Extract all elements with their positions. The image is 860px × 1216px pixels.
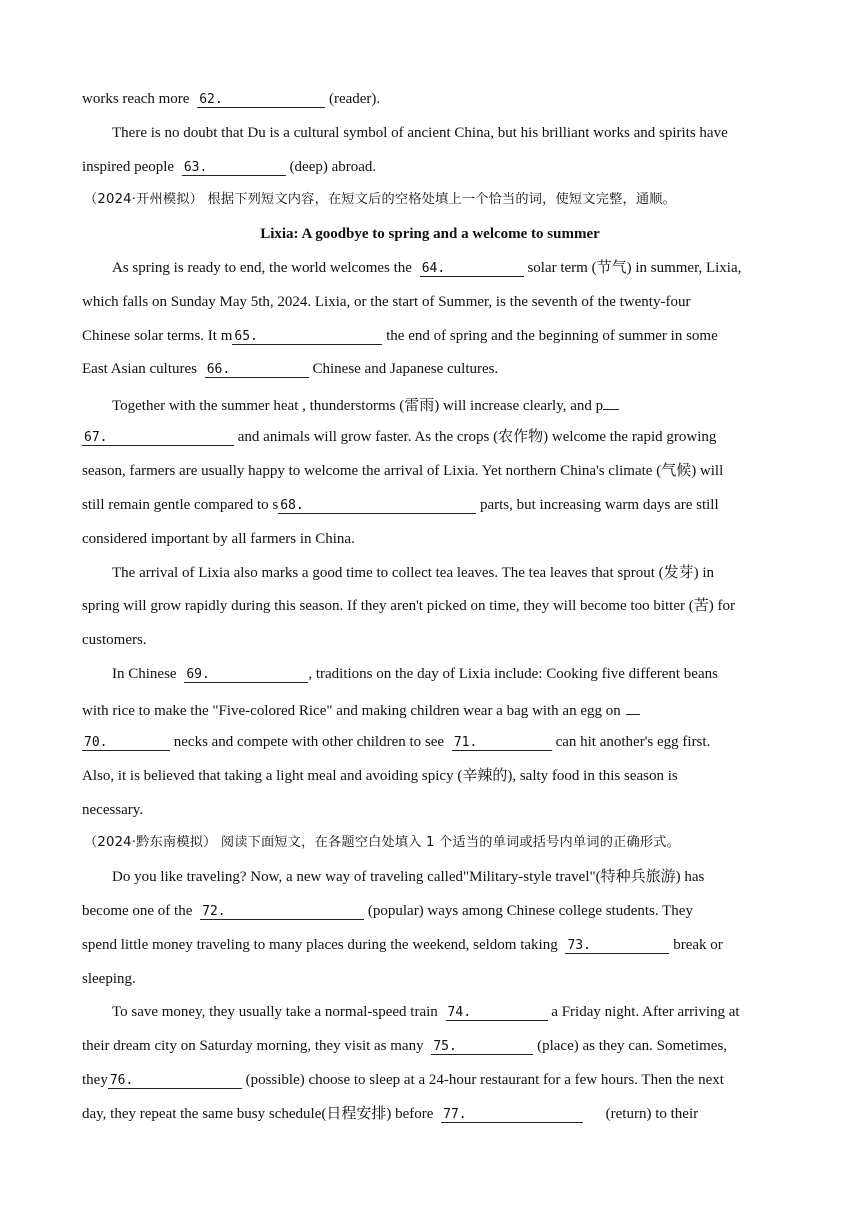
text-line: with rice to make the "Five-colored Rice" and making children wear a bag with an egg on: [82, 698, 640, 718]
text-line: their dream city on Saturday morning, they visit as many 75. (place) as they can. Sometimes,: [82, 1038, 728, 1054]
text-line: sleeping.: [82, 971, 136, 987]
text-line: season, farmers are usually happy to welcome the arrival of Lixia. Yet northern China's climate (气候) will: [82, 463, 724, 479]
blank-73[interactable]: 73.: [565, 937, 669, 954]
blank-70[interactable]: 70.: [82, 734, 170, 751]
paragraph-line: As spring is ready to end, the world welcomes the 64. solar term (节气) in summer, Lixia,: [112, 260, 742, 276]
text-line: become one of the 72. (popular) ways among Chinese college students. They: [82, 903, 693, 919]
paragraph-line: Do you like traveling? Now, a new way of traveling called"Military-style travel"(特种兵旅游) has: [112, 869, 705, 885]
blank-70-start: [626, 698, 640, 715]
blank-66[interactable]: 66.: [205, 361, 309, 378]
text-line: works reach more 62. (reader).: [82, 91, 381, 107]
text-line: Chinese solar terms. It m 65. the end of spring and the beginning of summer in some: [82, 328, 718, 344]
text-line: customers.: [82, 632, 147, 648]
text-line: spend little money traveling to many places during the weekend, seldom taking 73. break or: [82, 937, 723, 953]
blank-71[interactable]: 71.: [452, 734, 552, 751]
text-line: 70. necks and compete with other children to see 71. can hit another's egg first.: [84, 734, 711, 750]
text-line: still remain gentle compared to s 68. parts, but increasing warm days are still: [82, 497, 719, 513]
paragraph-line: To save money, they usually take a normal-speed train 74. a Friday night. After arriving at: [112, 1004, 740, 1020]
paragraph-line: There is no doubt that Du is a cultural symbol of ancient China, but his brilliant works and spirits have: [112, 125, 728, 141]
source-note: （2024·黔东南模拟） 阅读下面短文，在各题空白处填入 1 个适当的单词或括号内单词的正确形式。: [84, 835, 681, 850]
blank-72[interactable]: 72.: [200, 903, 364, 920]
blank-75[interactable]: 75.: [431, 1038, 533, 1055]
blank-67-start: [603, 393, 619, 410]
text-line: necessary.: [82, 802, 144, 818]
blank-77[interactable]: 77.: [441, 1106, 583, 1123]
blank-74[interactable]: 74.: [446, 1004, 548, 1021]
blank-69[interactable]: 69.: [184, 666, 308, 683]
text-line: spring will grow rapidly during this season. If they aren't picked on time, they will become too bitter (苦) for: [82, 598, 735, 614]
text-line: inspired people 63. (deep) abroad.: [82, 159, 377, 175]
paragraph-line: In Chinese 69. , traditions on the day of Lixia include: Cooking five different beans: [112, 666, 718, 682]
blank-67[interactable]: 67.: [82, 429, 234, 446]
blank-62[interactable]: 62.: [197, 91, 325, 108]
source-note: （2024·开州模拟） 根据下列短文内容，在短文后的空格处填上一个恰当的词，使短文完整，通顺。: [84, 192, 677, 207]
text-line: East Asian cultures 66. Chinese and Japanese cultures.: [82, 361, 499, 377]
blank-76[interactable]: 76.: [108, 1072, 242, 1089]
blank-68[interactable]: 68.: [278, 497, 476, 514]
blank-63[interactable]: 63.: [182, 159, 286, 176]
blank-64[interactable]: 64.: [420, 260, 524, 277]
text-line: Also, it is believed that taking a light meal and avoiding spicy (辛辣的), salty food in this season is: [82, 768, 678, 784]
paragraph-line: Together with the summer heat , thunderstorms (雷雨) will increase clearly, and p: [112, 393, 619, 413]
text-line: which falls on Sunday May 5th, 2024. Lixia, or the start of Summer, is the seventh of the twenty-four: [82, 294, 691, 310]
text-line: 67. and animals will grow faster. As the crops (农作物) welcome the rapid growing: [84, 429, 717, 445]
text-line: they 76. (possible) choose to sleep at a 24-hour restaurant for a few hours. Then the next: [82, 1072, 724, 1088]
text-line: day, they repeat the same busy schedule(日程安排) before 77. (return) to their: [82, 1106, 699, 1122]
text-line: considered important by all farmers in China.: [82, 531, 355, 547]
paragraph-line: The arrival of Lixia also marks a good time to collect tea leaves. The tea leaves that sprout (发芽) in: [112, 565, 715, 581]
passage-title: Lixia: A goodbye to spring and a welcome to summer: [260, 226, 600, 242]
blank-65[interactable]: 65.: [232, 328, 382, 345]
